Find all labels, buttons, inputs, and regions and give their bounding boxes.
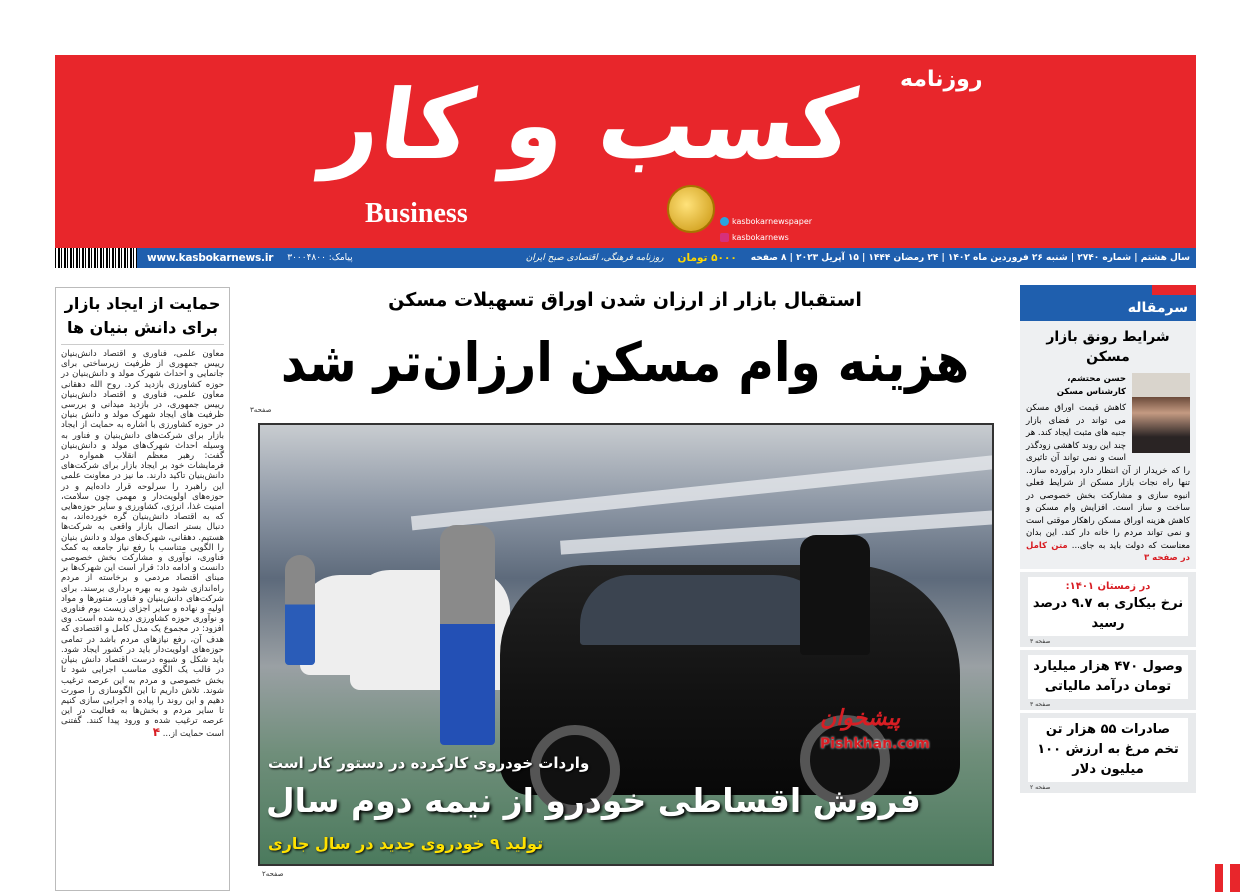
issue-line: سال هشتم | شماره ۲۷۴۰ | شنبه ۲۶ فروردین ماه ۱۴۰۲ | ۲۴ رمضان ۱۴۴۴ | ۱۵ آپریل ۲۰۲۳ | ۸ صفحه (750, 253, 1190, 263)
left-article (55, 287, 230, 891)
website-link[interactable]: www.kasbokarnews.ir (147, 252, 274, 264)
page-number: ۴ (152, 724, 161, 739)
editorial-author: حسن محتشم، کارشناس مسکن (1056, 374, 1126, 397)
price: ۵۰۰۰ تومان (677, 252, 737, 264)
logo-prefix: روزنامه (900, 67, 983, 92)
editorial-title: شرایط رونق بازار مسکن (1046, 329, 1170, 365)
photo-subhead: واردات خودروی کارکرده در دستور کار است (268, 754, 590, 772)
editorial-label: سرمقاله (1127, 300, 1188, 316)
telegram-icon (720, 217, 729, 226)
instagram-icon (720, 233, 729, 242)
corner-mark (1215, 864, 1223, 892)
photo-page-ref: صفحه۲ (262, 870, 284, 878)
side-story-page: صفحه ۳ (1030, 637, 1051, 645)
watermark-url: Pishkhan.com (820, 736, 930, 752)
newspaper-logo: کسب و کار (317, 69, 863, 181)
editorial-text: کاهش قیمت اوراق مسکن می تواند در فضای بازار جنبه های مثبت ایجاد کند. هر چند این روند کاهشی زودگذر است و نمی تواند آن تاثیری را که خریدار از آن انتظار دارد برآورده سازد. تنها راه نجات بازار مسکن از شرایط فعلی انبوه سازی و مشارکت بخش خصوصی در ساخت و ساز است. افزایش وام مسکن و کاهش هزینه اوراق مسکن راهکار موقتی است و نمی تواند مردم را خانه دار کند. این بدان معناست که دولت باید به جای... (1026, 403, 1191, 551)
side-story[interactable] (1020, 572, 1196, 647)
left-article-text: معاون علمی، فناوری و اقتصاد دانش‌بنیان رییس جمهوری از ظرفیت زیرساختی برای جانمایی و احداث شهرک مولد و دانش‌بنیان در حوزه کشاورزی بازدید کرد. روح الله دهقانی معاون علمی، فناوری و اقتصاد دانش‌بنیان رییس جمهوری، در بازدید میدانی و بررسی ظرفیت های ایجاد شهرک مولد و دانش بنیان در حوزه کشاورزی با اشاره به حمایت از ایجاد بازار برای شرکت‌های دانش‌بنیان و فناور به وسیله احداث شهرک‌های مولد و دانش‌بنیان گفت: رهبر معظم انقلاب همواره در فرمایشات خود بر ایجاد بازار برای شرکت‌های دانش‌بنیان تاکید دارند. ما نیز در معاونت علمی این راهبرد را سرلوحه قرار داده‌ایم و در حوزه‌های اولویت‌دار و مهمی چون سلامت، امنیت غذا، انرژی، کشاورزی و سایر حوزه‌هایی که به اقتصاد دانش‌بنیان گره خورده‌اند، به دنبال بستر اتصال بازار واقعی به شرکت‌ها هستیم. دهقانی، شهرک‌های مولد و دانش بنیان را الگویی متناسب با رفع نیاز جامعه به کمک فناوری، نوآوری و مشارکت بخش خصوصی دانست و ادامه داد: قرار است این شهرک‌ها بر مبنای اقتصاد مردمی و برخاسته از مردم راه‌اندازی شود و به بهره برداری برسند. برای شرکت‌های دانش‌بنیان و فناور، منتورها و مواد اولیه و نهاده و سایر اجزای زیست بوم فناوری و نوآوری حوزه کشاورزی دیده شده است. وی افزود: در مجموع یک مدل کامل و اقتصادی که هدف آن، رفع نیازهای مردم باشد در تمامی حوزه‌های اولویت‌دار باید در کشور ایجاد شود. باید شکل و شیوه درست اقتصاد دانش بنیان در قالب یک الگوی مناسب اجرایی شود تا بخش خصوصی و مردم به این عرصه ترغیب شوند. تلاش داریم تا این الگوسازی را صورت دهیم و این روند را پیاده و اجرایی سازی کنیم تا سایر مردم و بخش‌ها به فعالیت در این عرصه ترغیب شده و ورود پیدا کنند. گفتنی است حمایت از... (61, 349, 224, 739)
car-factory-photo (258, 423, 994, 866)
telegram-handle[interactable] (720, 216, 812, 227)
left-article-title: حمایت از ایجاد بازار برای دانش بنیان ها (61, 292, 224, 345)
gold-coin-image (667, 185, 715, 233)
lead-kicker: استقبال بازار از ارزان شدن اوراق تسهیلات مسکن (388, 289, 862, 311)
editorial-box (1020, 321, 1196, 569)
photo-headline: فروش اقساطی خودرو از نیمه دوم سال (266, 781, 921, 820)
slogan: روزنامه فرهنگی، اقتصادی صبح ایران (525, 253, 664, 263)
instagram-handle[interactable] (720, 232, 789, 243)
side-story-title: وصول ۴۷۰ هزار میلیارد تومان درآمد مالیاتی (1028, 655, 1188, 699)
side-story-page: صفحه ۳ (1030, 700, 1051, 708)
side-story-title: نرخ بیکاری به ۹.۷ درصد رسید (1032, 595, 1184, 631)
lead-page-ref: صفحه۳ (250, 406, 272, 414)
side-story-kicker: در زمستان ۱۴۰۱: (1065, 580, 1151, 592)
watermark: پیشخوان (820, 706, 901, 731)
instagram-text: kasbokarnews (732, 233, 789, 242)
side-story[interactable] (1020, 713, 1196, 793)
side-story[interactable] (1020, 650, 1196, 710)
sms-number: پیامک: ۳۰۰۰۴۸۰۰ (287, 253, 353, 263)
corner-mark (1230, 864, 1240, 892)
editorial-red-flag (1152, 285, 1196, 295)
barcode (55, 248, 137, 268)
left-article-body (61, 349, 224, 739)
side-story-page: صفحه ۲ (1030, 783, 1051, 791)
side-story-title: صادرات ۵۵ هزار تن تخم مرغ به ارزش ۱۰۰ میلیون دلار (1028, 718, 1188, 782)
photo-subhead-yellow: تولید ۹ خودروی جدید در سال جاری (268, 834, 544, 853)
right-column (1020, 285, 1196, 890)
editorial-tag (1020, 285, 1196, 321)
author-photo (1132, 373, 1190, 453)
lead-headline: هزینه وام مسکن ارزان‌تر شد (280, 331, 970, 394)
telegram-text: kasbokarnewspaper (732, 217, 813, 226)
logo-english: Business (365, 198, 468, 229)
editorial-more-link[interactable]: متن کامل در صفحه ۳ (1026, 540, 1190, 563)
info-bar (55, 248, 1196, 268)
